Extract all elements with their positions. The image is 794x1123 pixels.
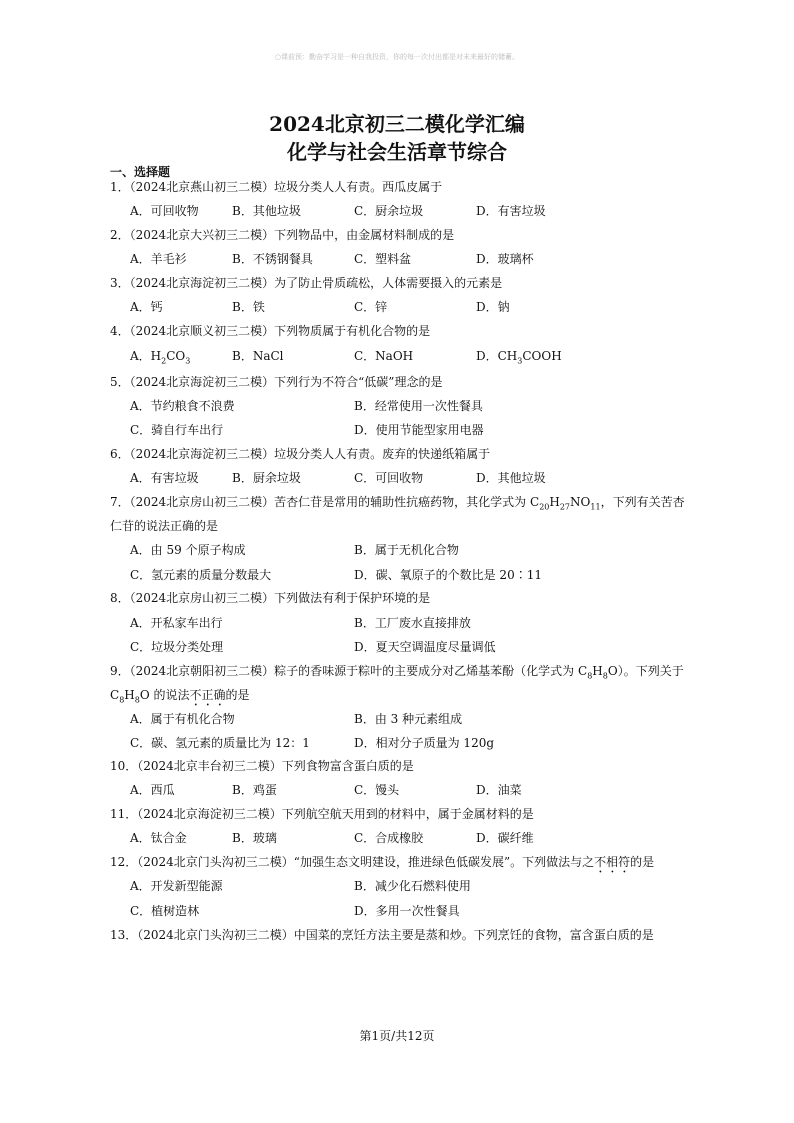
option-b: B．铁 [232,300,265,314]
question-9-cont: $C_8H_8O$ 的说法不正确的是 [110,688,250,705]
question-3: 3．（2024北京海淀初三二模）为了防止骨质疏松，人体需要摄入的元素是 [110,276,503,290]
option-c: C．植树造林 [130,904,200,918]
option-b: B．属于无机化合物 [354,543,459,557]
option-b: B．厨余垃圾 [232,471,301,485]
option-a: A．$H_2CO_3$ [130,349,191,366]
option-d: D．多用一次性餐具 [354,904,460,918]
question-1: 1．（2024北京燕山初三二模）垃圾分类人人有责。西瓜皮属于 [110,180,443,194]
option-b: B．经常使用一次性餐具 [354,399,483,413]
question-11: 11．（2024北京海淀初三二模）下列航空航天用到的材料中，属于金属材料的是 [110,807,534,821]
option-b: B．工厂废水直接排放 [354,616,471,630]
section-heading: 一、选择题 [110,165,171,179]
option-c: C．骑自行车出行 [130,423,224,437]
page-footer: 第1页/共12页 [359,1029,435,1043]
option-c: C．可回收物 [354,471,424,485]
option-d: D．有害垃圾 [476,204,546,218]
question-13: 13．（2024北京门头沟初三二模）中国菜的烹饪方法主要是蒸和炒。下列烹饪的食物，富含蛋白质的是 [110,928,654,942]
option-c: C．NaOH [354,349,414,363]
option-c: C．馒头 [354,783,400,797]
option-d: D．$CH_3COOH$ [476,349,562,366]
option-c: C．垃圾分类处理 [130,640,224,654]
option-a: A．开私家车出行 [130,616,223,630]
option-b: B．鸡蛋 [232,783,277,797]
option-a: A．钙 [130,300,163,314]
question-8: 8．（2024北京房山初三二模）下列做法有利于保护环境的是 [110,591,431,605]
option-d: D．碳纤维 [476,831,534,845]
question-7-cont: 仁苷的说法正确的是 [110,519,219,533]
option-c: C．塑料盆 [354,252,412,266]
doc-subtitle: 化学与社会生活章节综合 [287,140,507,164]
question-10: 10．（2024北京丰台初三二模）下列食物富含蛋白质的是 [110,759,414,773]
option-d: D．相对分子质量为 120g [354,736,495,750]
question-4: 4．（2024北京顺义初三二模）下列物质属于有机化合物的是 [110,324,431,338]
option-b: B．玻璃 [232,831,277,845]
option-d: D．使用节能型家用电器 [354,423,484,437]
option-d: D．碳、氧原子的个数比是 20∶11 [354,568,542,582]
option-d: D．其他垃圾 [476,471,546,485]
option-c: C．锌 [354,300,388,314]
option-b: B．NaCl [232,349,284,363]
option-a: A．属于有机化合物 [130,712,235,726]
option-a: A．可回收物 [130,204,199,218]
option-a: A．由 59 个原子构成 [130,543,246,557]
question-12: 12．（2024北京门头沟初三二模）“加强生态文明建设，推进绿色低碳发展”。下列做法与之不相符的是 [110,855,655,869]
option-a: A．钛合金 [130,831,187,845]
option-d: D．夏天空调温度尽量调低 [354,640,496,654]
option-d: D．油菜 [476,783,522,797]
option-d: D．钠 [476,300,510,314]
watermark: ○课前预：勤奋学习是一种自我投资，你的每一次付出都是对未来最好的储蓄。 [274,53,520,61]
option-b: B．由 3 种元素组成 [354,712,463,726]
option-d: D．玻璃杯 [476,252,534,266]
question-5: 5．（2024北京海淀初三二模）下列行为不符合“低碳”理念的是 [110,375,443,389]
option-a: A．羊毛衫 [130,252,187,266]
option-a: A．节约粮食不浪费 [130,399,235,413]
option-b: B．其他垃圾 [232,204,301,218]
question-6: 6．（2024北京海淀初三二模）垃圾分类人人有责。废弃的快递纸箱属于 [110,447,491,461]
option-a: A．有害垃圾 [130,471,199,485]
option-c: C．氢元素的质量分数最大 [130,568,272,582]
option-c: C．厨余垃圾 [354,204,424,218]
question-7: 7．（2024北京房山初三二模）苦杏仁苷是常用的辅助性抗癌药物，其化学式为 $C_{20}H_{27}NO_{11}$，下列有关苦杏 [110,495,685,512]
option-c: C．碳、氢元素的质量比为 12：1 [130,736,310,750]
option-b: B．不锈钢餐具 [232,252,313,266]
question-2: 2．（2024北京大兴初三二模）下列物品中，由金属材料制成的是 [110,228,455,242]
option-c: C．合成橡胶 [354,831,424,845]
option-b: B．减少化石燃料使用 [354,879,471,893]
doc-title: 2024北京初三二模化学汇编 [269,112,525,136]
option-a: A．西瓜 [130,783,175,797]
option-a: A．开发新型能源 [130,879,223,893]
question-9: 9．（2024北京朝阳初三二模）粽子的香味源于粽叶的主要成分对乙烯基苯酚（化学式为 $C_8H_8O$）。下列关于 [110,664,684,681]
